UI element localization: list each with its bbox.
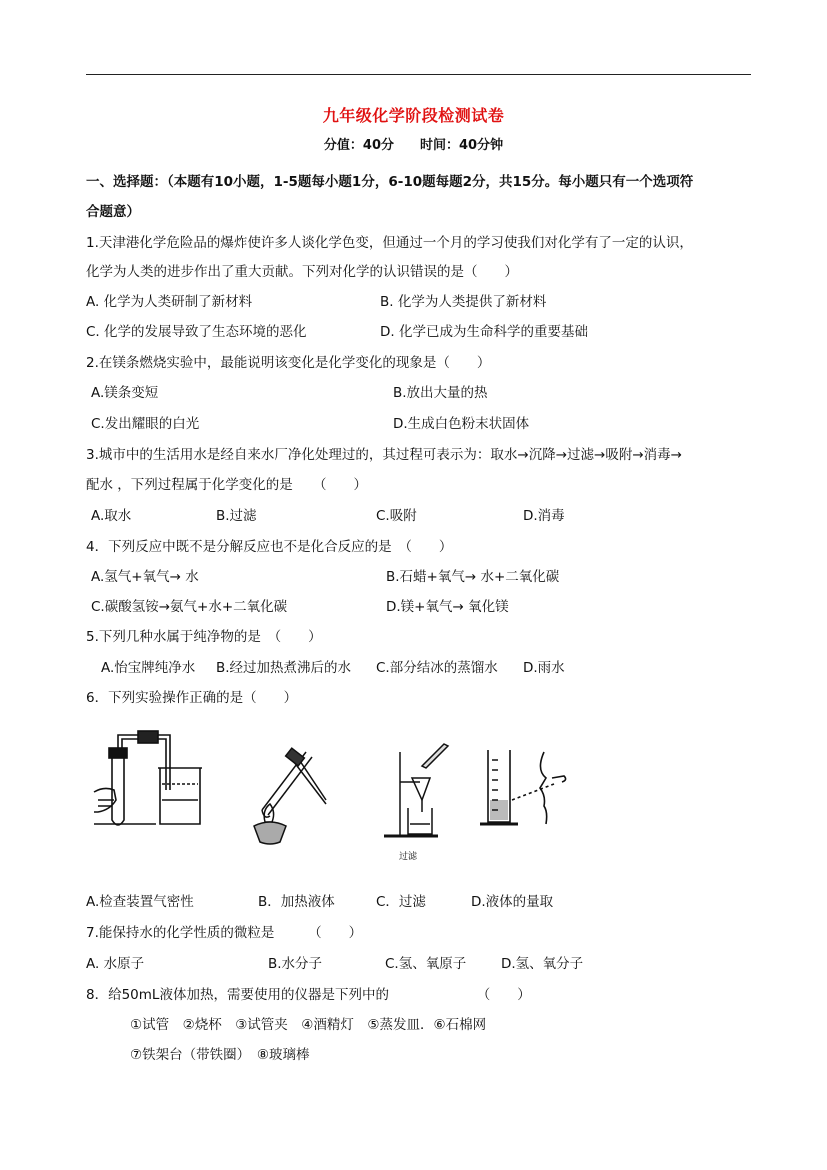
question-6-option-b: B．加热液体 [258,894,335,910]
question-3-option-a: A.取水 [91,508,132,524]
section-heading: 一、选择题：（本题有10小题，1-5题每小题1分，6-10题每题2分，共15分。每小题只有一个选项符 [86,174,694,190]
question-3-stem-cont: 配水 ，下列过程属于化学变化的是 （ ） [86,477,368,493]
question-7-option-a: A. 水原子 [86,956,145,972]
question-5-option-b: B.经过加热煮沸后的水 [216,660,352,676]
question-2-option-b: B.放出大量的热 [393,385,488,401]
question-3-stem: 3.城市中的生活用水是经自来水厂净化处理过的，其过程可表示为：取水→沉降→过滤→吸附→消毒→ [86,447,682,463]
question-8-items: ①试管 ②烧杯 ③试管夹 ④酒精灯 ⑤蒸发皿．⑥石棉网 [130,1017,487,1033]
question-2-option-d: D.生成白色粉末状固体 [393,416,530,432]
exam-title: 九年级化学阶段检测试卷 [322,106,505,125]
question-1-option-d: D. 化学已成为生命科学的重要基础 [380,324,588,340]
question-5-option-c: C.部分结冰的蒸馏水 [376,660,498,676]
question-8-items-cont: ⑦铁架台（带铁圈） ⑧玻璃棒 [130,1047,310,1063]
question-4-option-a: A.氢气+氧气→ 水 [91,569,199,585]
question-7-option-d: D.氢、氧分子 [501,956,584,972]
question-3-option-c: C.吸附 [376,508,417,524]
question-8-stem: 8．给50mL液体加热，需要使用的仪器是下列中的 （ ） [86,987,531,1003]
question-1-option-c: C. 化学的发展导致了生态环境的恶化 [86,324,307,340]
question-7-option-c: C.氢、氧原子 [385,956,467,972]
question-1-stem: 1.天津港化学危险品的爆炸使许多人谈化学色变，但通过一个月的学习使我们对化学有了一定的认识， [86,235,693,251]
question-5-option-d: D.雨水 [523,660,565,676]
section-heading-cont: 合题意） [86,204,140,220]
question-1-option-a: A. 化学为人类研制了新材料 [86,294,253,310]
question-7-stem: 7.能保持水的化学性质的微粒是 （ ） [86,925,363,941]
measuring-cylinder-figure [480,750,566,824]
question-4-stem: 4．下列反应中既不是分解反应也不是化合反应的是 （ ） [86,539,453,555]
question-6-option-d: D.液体的量取 [471,894,554,910]
question-5-stem: 5.下列几种水属于纯净物的是 （ ） [86,629,322,645]
filtration-figure [384,744,448,836]
question-2-stem: 2.在镁条燃烧实验中，最能说明该变化是化学变化的现象是（ ） [86,355,491,371]
question-4-option-b: B.石蜡+氧气→ 水+二氧化碳 [386,569,560,585]
question-6-option-c: C．过滤 [376,894,426,910]
exam-subtitle: 分值：40分 时间：40分钟 [323,138,504,153]
question-3-option-d: D.消毒 [523,508,565,524]
question-4-option-d: D.镁+氧气→ 氧化镁 [386,599,509,615]
heating-liquid-figure [254,748,326,844]
airtightness-check-figure [94,731,202,825]
filtration-caption: 过滤 [399,852,418,862]
question-2-option-c: C.发出耀眼的白光 [91,416,200,432]
question-4-option-c: C.碳酸氢铵→氨气+水+二氧化碳 [91,599,288,615]
question-1-stem-cont: 化学为人类的进步作出了重大贡献。下列对化学的认识错误的是（ ） [86,264,518,280]
question-5-option-a: A.怡宝牌纯净水 [101,660,196,676]
question-3-option-b: B.过滤 [216,508,257,524]
question-6-stem: 6．下列实验操作正确的是（ ） [86,690,298,706]
question-6-option-a: A.检查装置气密性 [86,894,194,910]
question-1-option-b: B. 化学为人类提供了新材料 [380,294,547,310]
question-2-option-a: A.镁条变短 [91,385,159,401]
question-7-option-b: B.水分子 [268,956,323,972]
